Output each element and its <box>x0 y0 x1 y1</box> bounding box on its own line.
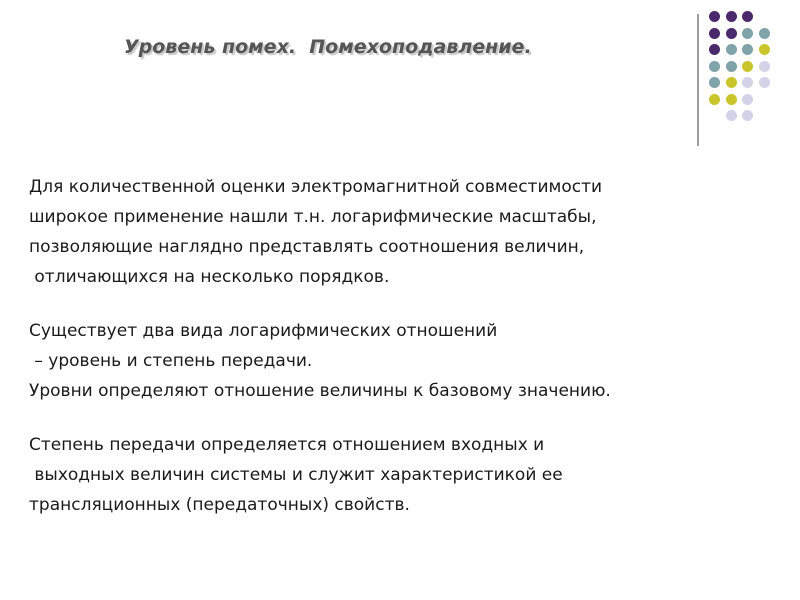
paragraph-line: выходных величин системы и служит характеристикой ее <box>29 465 563 485</box>
decorative-dot <box>709 11 720 22</box>
decorative-dot <box>709 94 720 105</box>
decorative-dot <box>742 44 753 55</box>
decorative-dot <box>726 94 737 105</box>
paragraph-2 <box>29 316 789 406</box>
decorative-dot <box>726 110 737 121</box>
paragraph-1 <box>29 172 789 292</box>
decorative-dot <box>742 110 753 121</box>
paragraph-line: широкое применение нашли т.н. логарифмические масштабы, <box>29 207 597 227</box>
decorative-dot <box>726 11 737 22</box>
paragraph-line: Уровни определяют отношение величины к базовому значению. <box>29 381 611 401</box>
decorative-dot <box>759 44 770 55</box>
decorative-dot <box>726 44 737 55</box>
decorative-dot-grid <box>709 11 774 131</box>
paragraph-line: Для количественной оценки электромагнитной совместимости <box>29 177 603 197</box>
vertical-divider <box>697 14 699 146</box>
decorative-dot <box>759 61 770 72</box>
paragraph-gap <box>29 292 789 316</box>
decorative-dot <box>709 28 720 39</box>
decorative-dot <box>742 28 753 39</box>
decorative-dot <box>742 61 753 72</box>
paragraph-gap <box>29 406 789 430</box>
slide-title: Уровень помех. Помехоподавление. <box>124 36 532 58</box>
decorative-dot <box>709 61 720 72</box>
decorative-dot <box>709 77 720 88</box>
slide-body <box>29 172 789 520</box>
paragraph-3 <box>29 430 789 520</box>
decorative-dot <box>726 61 737 72</box>
paragraph-line: Степень передачи определяется отношением входных и <box>29 435 545 455</box>
decorative-dot <box>742 77 753 88</box>
paragraph-line: отличающихся на несколько порядков. <box>29 267 390 287</box>
decorative-dot <box>726 77 737 88</box>
decorative-dot <box>742 94 753 105</box>
decorative-dot <box>709 44 720 55</box>
decorative-dot <box>759 28 770 39</box>
decorative-dot <box>759 77 770 88</box>
decorative-dot <box>742 11 753 22</box>
decorative-dot <box>726 28 737 39</box>
paragraph-line: трансляционных (передаточных) свойств. <box>29 495 410 515</box>
paragraph-line: Существует два вида логарифмических отношений <box>29 321 498 341</box>
paragraph-line: – уровень и степень передачи. <box>29 351 313 371</box>
paragraph-line: позволяющие наглядно представлять соотношения величин, <box>29 237 585 257</box>
